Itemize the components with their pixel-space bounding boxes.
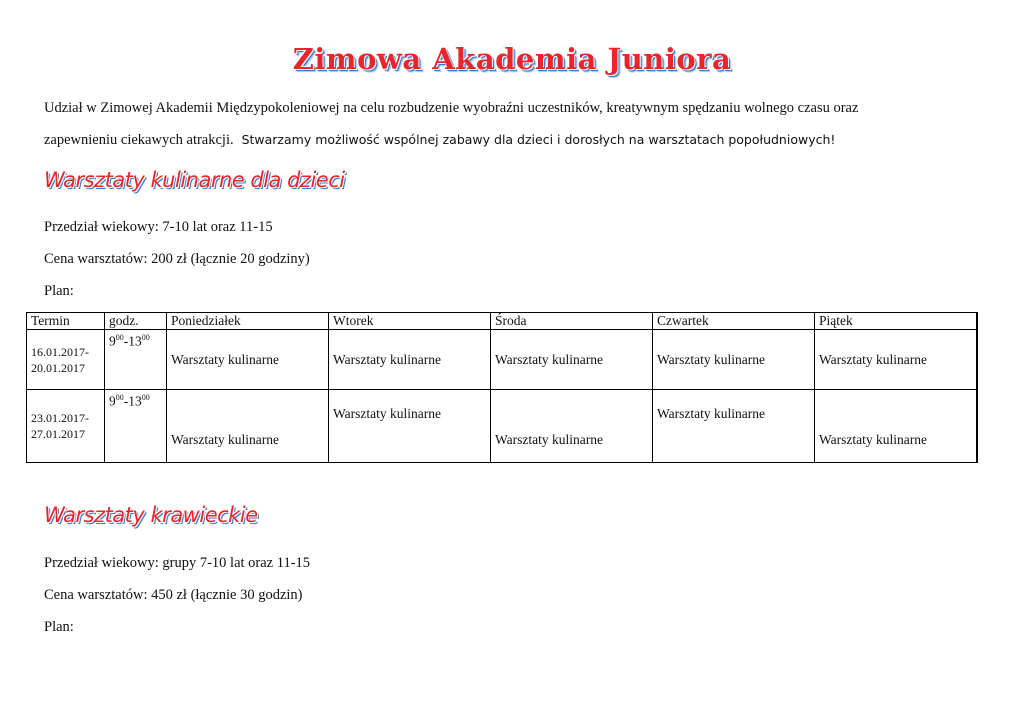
culinary-section-heading: Warsztaty kulinarne dla dzieci bbox=[44, 168, 345, 192]
hour-end: -13 bbox=[123, 393, 142, 409]
culinary-plan-label: Plan: bbox=[44, 283, 74, 299]
activity-cell: Warsztaty kulinarne bbox=[815, 390, 977, 463]
hours-cell bbox=[105, 330, 167, 390]
table-row bbox=[27, 330, 977, 390]
tailoring-section-heading: Warsztaty krawieckie bbox=[44, 503, 258, 527]
date-start: 16.01.2017- bbox=[31, 344, 89, 359]
date-range-cell bbox=[27, 390, 105, 463]
intro-line-2-lead: zapewnieniu ciekawych atrakcji. bbox=[44, 132, 234, 148]
hour-start: 9 bbox=[109, 393, 116, 409]
activity-cell: Warsztaty kulinarne bbox=[653, 390, 815, 463]
table-row bbox=[27, 390, 977, 463]
date-end: 20.01.2017 bbox=[31, 360, 85, 375]
activity-cell: Warsztaty kulinarne bbox=[653, 330, 815, 390]
intro-line-2-rest: Stwarzamy możliwość wspólnej zabawy dla dzieci i dorosłych na warsztatach popołudniowych! bbox=[233, 132, 836, 147]
tailoring-price: Cena warsztatów: 450 zł (łącznie 30 godzin) bbox=[44, 587, 303, 603]
hours-cell bbox=[105, 390, 167, 463]
table-header-cell: Środa bbox=[491, 313, 653, 330]
table-header-cell: Wtorek bbox=[329, 313, 491, 330]
table-header-row bbox=[27, 313, 977, 330]
hour-start-minutes: 00 bbox=[115, 333, 124, 342]
hour-start: 9 bbox=[109, 333, 116, 349]
hour-start-minutes: 00 bbox=[115, 393, 124, 402]
culinary-schedule-table bbox=[26, 312, 978, 463]
table-header-cell: Piątek bbox=[815, 313, 977, 330]
activity-cell: Warsztaty kulinarne bbox=[491, 390, 653, 463]
table-header-cell: Termin bbox=[27, 313, 105, 330]
activity-cell: Warsztaty kulinarne bbox=[491, 330, 653, 390]
activity-cell: Warsztaty kulinarne bbox=[815, 330, 977, 390]
date-start: 23.01.2017- bbox=[31, 411, 89, 425]
date-range-cell bbox=[27, 330, 105, 390]
table-header-cell: Czwartek bbox=[653, 313, 815, 330]
hour-end-minutes: 00 bbox=[141, 333, 150, 342]
table-header-cell: Poniedziałek bbox=[167, 313, 329, 330]
hour-end: -13 bbox=[123, 333, 142, 349]
page-title: Zimowa Akademia Juniora bbox=[292, 42, 732, 76]
tailoring-plan-label: Plan: bbox=[44, 619, 74, 635]
activity-cell: Warsztaty kulinarne bbox=[329, 390, 491, 463]
activity-cell: Warsztaty kulinarne bbox=[167, 390, 329, 463]
hour-end-minutes: 00 bbox=[141, 393, 150, 402]
culinary-price: Cena warsztatów: 200 zł (łącznie 20 godziny) bbox=[44, 251, 310, 267]
activity-cell: Warsztaty kulinarne bbox=[329, 330, 491, 390]
intro-paragraph-line-2 bbox=[44, 131, 984, 149]
activity-cell: Warsztaty kulinarne bbox=[167, 330, 329, 390]
table-header-cell: godz. bbox=[105, 313, 167, 330]
culinary-age-range: Przedział wiekowy: 7-10 lat oraz 11-15 bbox=[44, 219, 273, 235]
date-end: 27.01.2017 bbox=[31, 427, 85, 441]
intro-paragraph-line-1: Udział w Zimowej Akademii Międzypokoleniowej na celu rozbudzenie wyobraźni uczestników, kreatywnym spędzaniu wolnego czasu oraz bbox=[44, 100, 859, 116]
tailoring-age-range: Przedział wiekowy: grupy 7-10 lat oraz 11-15 bbox=[44, 555, 311, 571]
